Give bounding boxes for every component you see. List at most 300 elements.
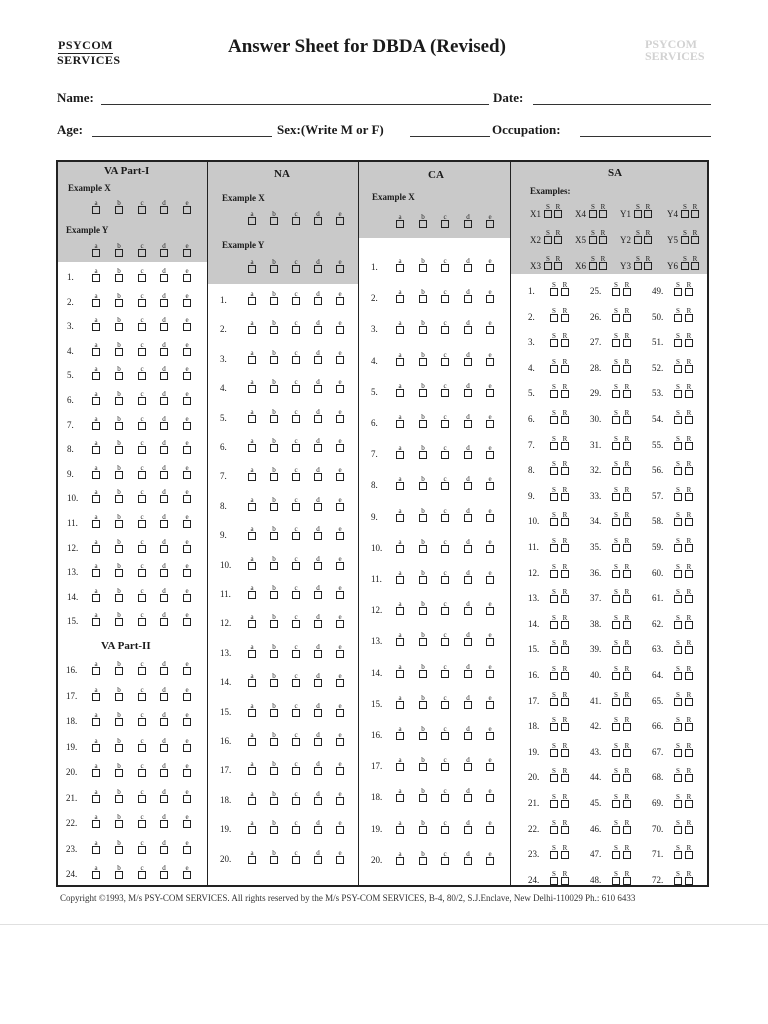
answer-checkbox[interactable] [589, 262, 597, 270]
ca-q20-option-b[interactable] [419, 851, 427, 863]
va1-q8-option-a[interactable] [92, 440, 100, 452]
va1-q5-option-c[interactable] [138, 366, 146, 378]
answer-checkbox[interactable] [115, 718, 123, 726]
va1-q5-option-d[interactable] [160, 366, 168, 378]
answer-checkbox[interactable] [419, 358, 427, 366]
na-q18-option-d[interactable] [314, 791, 322, 803]
answer-checkbox[interactable] [623, 621, 631, 629]
answer-checkbox[interactable] [674, 723, 682, 731]
answer-checkbox[interactable] [550, 851, 558, 859]
sa-q35-option-r[interactable] [623, 538, 631, 550]
answer-checkbox[interactable] [486, 826, 494, 834]
ca-example-x-option-b[interactable] [419, 214, 427, 226]
va1-q2-option-d[interactable] [160, 293, 168, 305]
answer-checkbox[interactable] [336, 679, 344, 687]
answer-checkbox[interactable] [336, 767, 344, 775]
na-q18-option-c[interactable] [292, 791, 300, 803]
ca-q11-option-c[interactable] [441, 570, 449, 582]
va1-q3-option-b[interactable] [115, 317, 123, 329]
answer-checkbox[interactable] [419, 451, 427, 459]
answer-checkbox[interactable] [160, 372, 168, 380]
na-q18-option-e[interactable] [336, 791, 344, 803]
answer-checkbox[interactable] [115, 693, 123, 701]
answer-checkbox[interactable] [674, 646, 682, 654]
answer-checkbox[interactable] [554, 262, 562, 270]
ca-q18-option-c[interactable] [441, 788, 449, 800]
sa-q30-option-r[interactable] [623, 410, 631, 422]
sa-q10-option-r[interactable] [561, 512, 569, 524]
va2-q17-option-d[interactable] [160, 687, 168, 699]
va2-q20-option-e[interactable] [183, 763, 191, 775]
answer-checkbox[interactable] [544, 210, 552, 218]
answer-checkbox[interactable] [183, 545, 191, 553]
answer-checkbox[interactable] [292, 297, 300, 305]
answer-checkbox[interactable] [92, 446, 100, 454]
va1-q8-option-b[interactable] [115, 440, 123, 452]
answer-checkbox[interactable] [115, 545, 123, 553]
answer-checkbox[interactable] [550, 544, 558, 552]
answer-checkbox[interactable] [160, 495, 168, 503]
va1-q13-option-e[interactable] [183, 563, 191, 575]
na-q7-option-b[interactable] [270, 467, 278, 479]
answer-checkbox[interactable] [314, 356, 322, 364]
answer-checkbox[interactable] [561, 621, 569, 629]
na-q9-option-b[interactable] [270, 526, 278, 538]
na-q2-option-b[interactable] [270, 320, 278, 332]
answer-checkbox[interactable] [270, 591, 278, 599]
name-field[interactable] [101, 104, 489, 105]
answer-checkbox[interactable] [599, 236, 607, 244]
va2-q19-option-b[interactable] [115, 738, 123, 750]
va2-q24-option-b[interactable] [115, 865, 123, 877]
answer-checkbox[interactable] [685, 723, 693, 731]
sa-q72-option-s[interactable] [674, 871, 682, 883]
va2-q20-option-d[interactable] [160, 763, 168, 775]
answer-checkbox[interactable] [464, 514, 472, 522]
answer-checkbox[interactable] [270, 856, 278, 864]
ca-q4-option-b[interactable] [419, 352, 427, 364]
sa-q47-option-s[interactable] [612, 845, 620, 857]
answer-checkbox[interactable] [160, 871, 168, 879]
sa-q53-option-s[interactable] [674, 384, 682, 396]
answer-checkbox[interactable] [248, 356, 256, 364]
answer-checkbox[interactable] [336, 326, 344, 334]
sa-q37-option-s[interactable] [612, 589, 620, 601]
answer-checkbox[interactable] [115, 372, 123, 380]
na-example-y-option-c[interactable] [292, 259, 300, 271]
answer-checkbox[interactable] [464, 451, 472, 459]
answer-checkbox[interactable] [138, 299, 146, 307]
sa-example-y2-option-r[interactable] [644, 230, 652, 242]
ca-q11-option-b[interactable] [419, 570, 427, 582]
ca-q5-option-c[interactable] [441, 383, 449, 395]
va1-q10-option-d[interactable] [160, 489, 168, 501]
na-q6-option-e[interactable] [336, 438, 344, 450]
ca-q14-option-a[interactable] [396, 664, 404, 676]
ca-q20-option-c[interactable] [441, 851, 449, 863]
answer-checkbox[interactable] [561, 826, 569, 834]
answer-checkbox[interactable] [336, 591, 344, 599]
answer-checkbox[interactable] [623, 826, 631, 834]
va1-q11-option-b[interactable] [115, 514, 123, 526]
va2-q23-option-d[interactable] [160, 840, 168, 852]
sa-q1-option-r[interactable] [561, 282, 569, 294]
answer-checkbox[interactable] [623, 698, 631, 706]
answer-checkbox[interactable] [685, 698, 693, 706]
sa-q23-option-s[interactable] [550, 845, 558, 857]
answer-checkbox[interactable] [396, 326, 404, 334]
ca-q11-option-d[interactable] [464, 570, 472, 582]
na-q4-option-c[interactable] [292, 379, 300, 391]
answer-checkbox[interactable] [623, 314, 631, 322]
va1-q8-option-d[interactable] [160, 440, 168, 452]
answer-checkbox[interactable] [623, 518, 631, 526]
na-q5-option-b[interactable] [270, 409, 278, 421]
answer-checkbox[interactable] [270, 620, 278, 628]
sa-q12-option-s[interactable] [550, 564, 558, 576]
answer-checkbox[interactable] [115, 520, 123, 528]
answer-checkbox[interactable] [336, 217, 344, 225]
va1-q9-option-c[interactable] [138, 465, 146, 477]
answer-checkbox[interactable] [550, 493, 558, 501]
va1-q1-option-c[interactable] [138, 268, 146, 280]
answer-checkbox[interactable] [486, 295, 494, 303]
answer-checkbox[interactable] [183, 718, 191, 726]
answer-checkbox[interactable] [183, 249, 191, 257]
na-q3-option-e[interactable] [336, 350, 344, 362]
na-q13-option-e[interactable] [336, 644, 344, 656]
answer-checkbox[interactable] [160, 769, 168, 777]
answer-checkbox[interactable] [441, 264, 449, 272]
sa-q24-option-s[interactable] [550, 871, 558, 883]
answer-checkbox[interactable] [623, 390, 631, 398]
ca-example-x-option-d[interactable] [464, 214, 472, 226]
sa-example-x5-option-r[interactable] [599, 230, 607, 242]
answer-checkbox[interactable] [183, 820, 191, 828]
answer-checkbox[interactable] [685, 800, 693, 808]
answer-checkbox[interactable] [612, 518, 620, 526]
sa-q36-option-r[interactable] [623, 564, 631, 576]
answer-checkbox[interactable] [248, 591, 256, 599]
sa-q59-option-s[interactable] [674, 538, 682, 550]
answer-checkbox[interactable] [138, 693, 146, 701]
va2-q24-option-d[interactable] [160, 865, 168, 877]
answer-checkbox[interactable] [550, 646, 558, 654]
answer-checkbox[interactable] [183, 274, 191, 282]
answer-checkbox[interactable] [441, 576, 449, 584]
va2-q18-option-a[interactable] [92, 712, 100, 724]
va1-q9-option-b[interactable] [115, 465, 123, 477]
answer-checkbox[interactable] [561, 646, 569, 654]
answer-checkbox[interactable] [92, 718, 100, 726]
sa-q3-option-s[interactable] [550, 333, 558, 345]
answer-checkbox[interactable] [292, 767, 300, 775]
sa-q43-option-s[interactable] [612, 743, 620, 755]
va1-q4-option-b[interactable] [115, 342, 123, 354]
sa-q69-option-r[interactable] [685, 794, 693, 806]
answer-checkbox[interactable] [138, 348, 146, 356]
answer-checkbox[interactable] [270, 826, 278, 834]
na-q19-option-e[interactable] [336, 820, 344, 832]
va2-q17-option-b[interactable] [115, 687, 123, 699]
na-q15-option-e[interactable] [336, 703, 344, 715]
sa-example-x2-option-s[interactable] [544, 230, 552, 242]
sa-q44-option-r[interactable] [623, 768, 631, 780]
na-q14-option-d[interactable] [314, 673, 322, 685]
answer-checkbox[interactable] [248, 826, 256, 834]
sa-q65-option-r[interactable] [685, 692, 693, 704]
answer-checkbox[interactable] [115, 299, 123, 307]
sa-example-y5-option-s[interactable] [681, 230, 689, 242]
sa-q44-option-s[interactable] [612, 768, 620, 780]
answer-checkbox[interactable] [419, 857, 427, 865]
na-q16-option-e[interactable] [336, 732, 344, 744]
va2-q19-option-c[interactable] [138, 738, 146, 750]
na-example-y-option-d[interactable] [314, 259, 322, 271]
answer-checkbox[interactable] [115, 471, 123, 479]
answer-checkbox[interactable] [115, 820, 123, 828]
answer-checkbox[interactable] [561, 570, 569, 578]
answer-checkbox[interactable] [623, 416, 631, 424]
answer-checkbox[interactable] [92, 299, 100, 307]
sa-q70-option-s[interactable] [674, 820, 682, 832]
answer-checkbox[interactable] [419, 576, 427, 584]
answer-checkbox[interactable] [270, 444, 278, 452]
na-q10-option-d[interactable] [314, 556, 322, 568]
na-q11-option-b[interactable] [270, 585, 278, 597]
sa-example-x5-option-s[interactable] [589, 230, 597, 242]
answer-checkbox[interactable] [685, 518, 693, 526]
na-q3-option-a[interactable] [248, 350, 256, 362]
sa-example-x6-option-s[interactable] [589, 256, 597, 268]
sa-q64-option-r[interactable] [685, 666, 693, 678]
answer-checkbox[interactable] [138, 618, 146, 626]
na-q16-option-c[interactable] [292, 732, 300, 744]
answer-checkbox[interactable] [674, 672, 682, 680]
sa-q53-option-r[interactable] [685, 384, 693, 396]
answer-checkbox[interactable] [612, 544, 620, 552]
va1-q3-option-a[interactable] [92, 317, 100, 329]
answer-checkbox[interactable] [550, 390, 558, 398]
sa-q38-option-s[interactable] [612, 615, 620, 627]
sa-q11-option-s[interactable] [550, 538, 558, 550]
va2-q20-option-b[interactable] [115, 763, 123, 775]
answer-checkbox[interactable] [138, 206, 146, 214]
va2-q23-option-c[interactable] [138, 840, 146, 852]
answer-checkbox[interactable] [115, 871, 123, 879]
answer-checkbox[interactable] [419, 389, 427, 397]
answer-checkbox[interactable] [623, 493, 631, 501]
answer-checkbox[interactable] [623, 723, 631, 731]
answer-checkbox[interactable] [550, 749, 558, 757]
va2-q18-option-c[interactable] [138, 712, 146, 724]
va2-q17-option-a[interactable] [92, 687, 100, 699]
answer-checkbox[interactable] [396, 826, 404, 834]
ca-example-x-option-e[interactable] [486, 214, 494, 226]
answer-checkbox[interactable] [685, 826, 693, 834]
sa-example-y3-option-s[interactable] [634, 256, 642, 268]
answer-checkbox[interactable] [396, 451, 404, 459]
va1-example-x-option-a[interactable] [92, 200, 100, 212]
ca-q1-option-b[interactable] [419, 258, 427, 270]
answer-checkbox[interactable] [160, 299, 168, 307]
date-field[interactable] [533, 104, 711, 105]
sa-q70-option-r[interactable] [685, 820, 693, 832]
sa-q34-option-r[interactable] [623, 512, 631, 524]
va1-q11-option-d[interactable] [160, 514, 168, 526]
sa-q51-option-r[interactable] [685, 333, 693, 345]
answer-checkbox[interactable] [336, 856, 344, 864]
answer-checkbox[interactable] [183, 520, 191, 528]
answer-checkbox[interactable] [292, 326, 300, 334]
answer-checkbox[interactable] [685, 416, 693, 424]
answer-checkbox[interactable] [623, 877, 631, 885]
na-q20-option-e[interactable] [336, 850, 344, 862]
answer-checkbox[interactable] [183, 471, 191, 479]
answer-checkbox[interactable] [336, 532, 344, 540]
sa-example-y4-option-s[interactable] [681, 204, 689, 216]
answer-checkbox[interactable] [561, 390, 569, 398]
sa-q42-option-s[interactable] [612, 717, 620, 729]
ca-q10-option-b[interactable] [419, 539, 427, 551]
answer-checkbox[interactable] [183, 323, 191, 331]
answer-checkbox[interactable] [623, 544, 631, 552]
answer-checkbox[interactable] [623, 365, 631, 373]
ca-q8-option-c[interactable] [441, 476, 449, 488]
answer-checkbox[interactable] [160, 520, 168, 528]
ca-q19-option-d[interactable] [464, 820, 472, 832]
ca-q17-option-c[interactable] [441, 757, 449, 769]
na-example-x-option-b[interactable] [270, 211, 278, 223]
na-q6-option-a[interactable] [248, 438, 256, 450]
answer-checkbox[interactable] [674, 416, 682, 424]
answer-checkbox[interactable] [612, 570, 620, 578]
answer-checkbox[interactable] [183, 348, 191, 356]
sa-q58-option-r[interactable] [685, 512, 693, 524]
va2-q23-option-b[interactable] [115, 840, 123, 852]
answer-checkbox[interactable] [550, 442, 558, 450]
va1-q6-option-b[interactable] [115, 391, 123, 403]
ca-q10-option-a[interactable] [396, 539, 404, 551]
ca-q16-option-d[interactable] [464, 726, 472, 738]
na-q16-option-a[interactable] [248, 732, 256, 744]
ca-q12-option-e[interactable] [486, 601, 494, 613]
va1-example-x-option-e[interactable] [183, 200, 191, 212]
answer-checkbox[interactable] [674, 826, 682, 834]
answer-checkbox[interactable] [248, 620, 256, 628]
answer-checkbox[interactable] [292, 503, 300, 511]
va1-q10-option-c[interactable] [138, 489, 146, 501]
na-q1-option-e[interactable] [336, 291, 344, 303]
va1-q15-option-c[interactable] [138, 612, 146, 624]
va2-q19-option-a[interactable] [92, 738, 100, 750]
sa-q14-option-r[interactable] [561, 615, 569, 627]
ca-q15-option-d[interactable] [464, 695, 472, 707]
ca-q20-option-e[interactable] [486, 851, 494, 863]
answer-checkbox[interactable] [336, 297, 344, 305]
answer-checkbox[interactable] [674, 595, 682, 603]
sa-q46-option-s[interactable] [612, 820, 620, 832]
ca-q5-option-d[interactable] [464, 383, 472, 395]
answer-checkbox[interactable] [674, 774, 682, 782]
va1-q10-option-b[interactable] [115, 489, 123, 501]
answer-checkbox[interactable] [441, 826, 449, 834]
answer-checkbox[interactable] [183, 206, 191, 214]
answer-checkbox[interactable] [138, 495, 146, 503]
answer-checkbox[interactable] [623, 672, 631, 680]
answer-checkbox[interactable] [92, 846, 100, 854]
answer-checkbox[interactable] [336, 473, 344, 481]
answer-checkbox[interactable] [115, 495, 123, 503]
answer-checkbox[interactable] [486, 701, 494, 709]
answer-checkbox[interactable] [183, 618, 191, 626]
answer-checkbox[interactable] [685, 851, 693, 859]
answer-checkbox[interactable] [623, 442, 631, 450]
sa-q11-option-r[interactable] [561, 538, 569, 550]
va1-example-y-option-e[interactable] [183, 243, 191, 255]
answer-checkbox[interactable] [486, 389, 494, 397]
answer-checkbox[interactable] [92, 618, 100, 626]
answer-checkbox[interactable] [248, 709, 256, 717]
answer-checkbox[interactable] [561, 365, 569, 373]
sa-q15-option-s[interactable] [550, 640, 558, 652]
sa-q55-option-r[interactable] [685, 436, 693, 448]
sa-q62-option-r[interactable] [685, 615, 693, 627]
answer-checkbox[interactable] [464, 638, 472, 646]
answer-checkbox[interactable] [612, 493, 620, 501]
answer-checkbox[interactable] [464, 701, 472, 709]
answer-checkbox[interactable] [550, 365, 558, 373]
answer-checkbox[interactable] [292, 385, 300, 393]
sa-q4-option-r[interactable] [561, 359, 569, 371]
answer-checkbox[interactable] [634, 210, 642, 218]
sa-q7-option-r[interactable] [561, 436, 569, 448]
answer-checkbox[interactable] [561, 544, 569, 552]
answer-checkbox[interactable] [464, 794, 472, 802]
answer-checkbox[interactable] [561, 416, 569, 424]
sa-q61-option-s[interactable] [674, 589, 682, 601]
answer-checkbox[interactable] [248, 265, 256, 273]
answer-checkbox[interactable] [92, 820, 100, 828]
sa-q13-option-s[interactable] [550, 589, 558, 601]
va2-q24-option-c[interactable] [138, 865, 146, 877]
sa-q41-option-r[interactable] [623, 692, 631, 704]
na-q13-option-b[interactable] [270, 644, 278, 656]
answer-checkbox[interactable] [160, 274, 168, 282]
na-q12-option-c[interactable] [292, 614, 300, 626]
sa-q45-option-r[interactable] [623, 794, 631, 806]
answer-checkbox[interactable] [138, 274, 146, 282]
sa-q56-option-r[interactable] [685, 461, 693, 473]
answer-checkbox[interactable] [419, 295, 427, 303]
sa-q54-option-s[interactable] [674, 410, 682, 422]
ca-q15-option-a[interactable] [396, 695, 404, 707]
answer-checkbox[interactable] [92, 372, 100, 380]
answer-checkbox[interactable] [550, 467, 558, 475]
answer-checkbox[interactable] [561, 442, 569, 450]
answer-checkbox[interactable] [550, 416, 558, 424]
ca-q19-option-a[interactable] [396, 820, 404, 832]
na-q17-option-e[interactable] [336, 761, 344, 773]
answer-checkbox[interactable] [92, 693, 100, 701]
sa-q48-option-s[interactable] [612, 871, 620, 883]
answer-checkbox[interactable] [674, 288, 682, 296]
answer-checkbox[interactable] [336, 265, 344, 273]
answer-checkbox[interactable] [314, 385, 322, 393]
na-q9-option-c[interactable] [292, 526, 300, 538]
na-q12-option-a[interactable] [248, 614, 256, 626]
sa-q25-option-r[interactable] [623, 282, 631, 294]
